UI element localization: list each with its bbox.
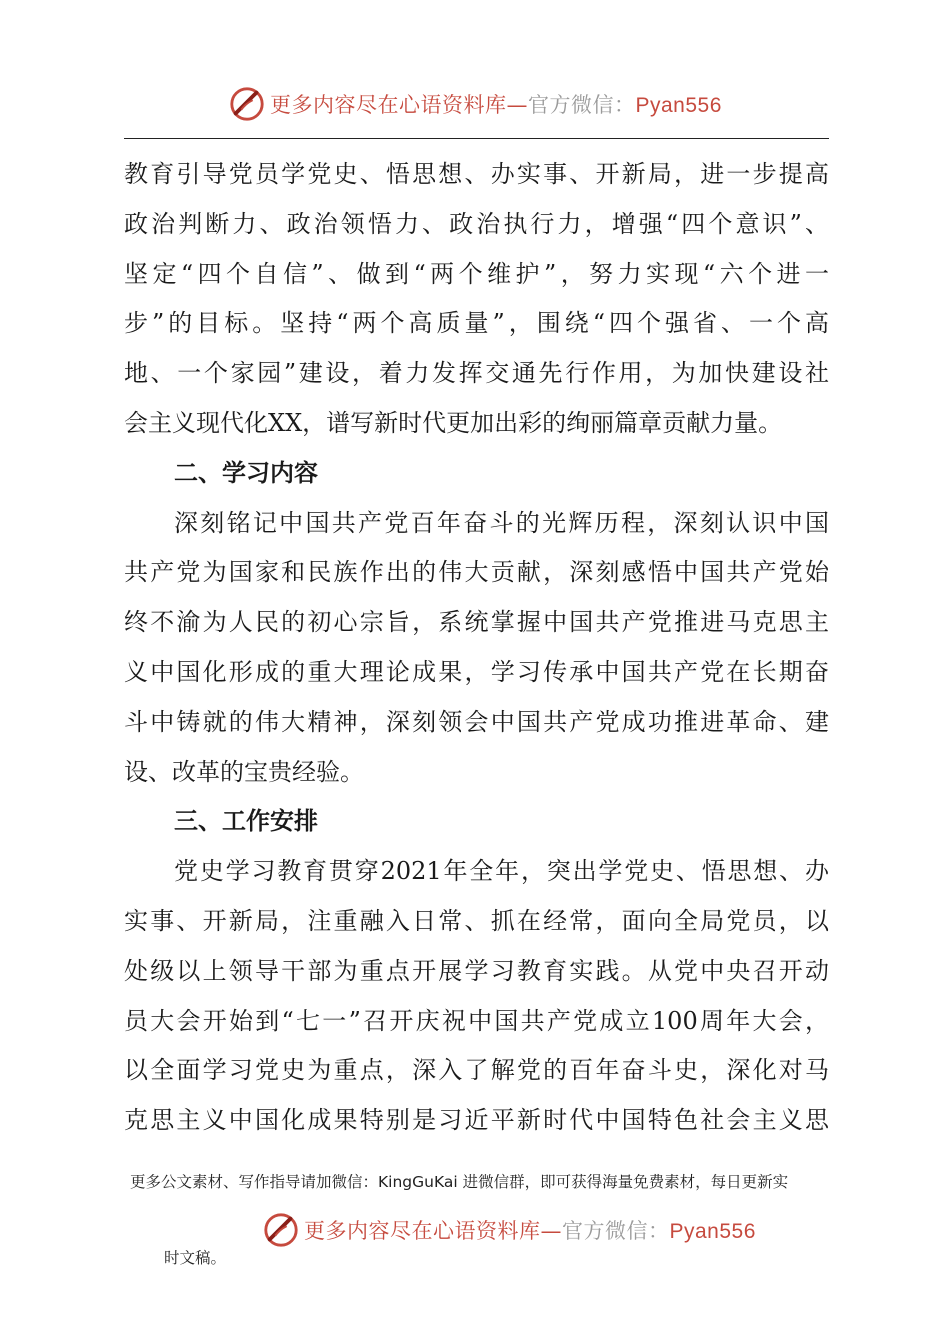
paragraph-line: 终不渝为人民的初心宗旨，系统掌握中国共产党推进马克思主 xyxy=(124,608,829,637)
footer-banner-text xyxy=(304,1215,756,1245)
paragraph-line: 员大会开始到“七一”召开庆祝中国共产党成立100周年大会， xyxy=(124,1006,829,1035)
paragraph-line: 坚定“四个自信”、做到“两个维护”，努力实现“六个进一 xyxy=(124,259,829,288)
footer-banner-wechat-id: Pyan556 xyxy=(669,1220,756,1243)
paragraph-line: 义中国化形成的重大理论成果，学习传承中国共产党在长期奋 xyxy=(124,657,829,686)
paragraph-line: 斗中铸就的伟大精神，深刻领会中国共产党成功推进革命、建 xyxy=(124,707,829,736)
paragraph-line: 深刻铭记中国共产党百年奋斗的光辉历程，深刻认识中国 xyxy=(174,508,829,537)
banner-text xyxy=(270,89,722,119)
footer-note-continued: 时文稿。 xyxy=(164,1249,227,1267)
paragraph-line: 党史学习教育贯穿2021年全年，突出学党史、悟思想、办 xyxy=(174,857,829,886)
paragraph-line: 克思主义中国化成果特别是习近平新时代中国特色社会主义思 xyxy=(124,1106,829,1135)
document-body xyxy=(124,150,829,1146)
paragraph-line: 地、一个家园”建设，着力发挥交通先行作用，为加快建设社 xyxy=(124,359,829,388)
section-heading-study-content: 二、学习内容 xyxy=(174,458,318,487)
header-divider xyxy=(124,138,829,139)
header-banner xyxy=(228,84,722,124)
paragraph-line: 会主义现代化XX，谱写新时代更加出彩的绚丽篇章贡献力量。 xyxy=(124,408,783,437)
footer-banner-main-text: 更多内容尽在心语资料库 xyxy=(304,1219,541,1243)
paragraph-line: 教育引导党员学党史、悟思想、办实事、开新局，进一步提高 xyxy=(124,160,829,188)
footer-note: 更多公文素材、写作指导请加微信：KingGuKai 进微信群，即可获得海量免费素材，每日更新实 xyxy=(130,1173,789,1191)
paragraph-line: 共产党为国家和民族作出的伟大贡献，深刻感悟中国共产党始 xyxy=(124,558,829,587)
paragraph-line: 政治判断力、政治领悟力、政治执行力，增强“四个意识”、 xyxy=(124,209,829,238)
paragraph-line: 以全面学习党史为重点，深入了解党的百年奋斗史，深化对马 xyxy=(124,1056,829,1085)
brush-logo-icon xyxy=(228,85,266,123)
banner-wechat-label: 官方微信： xyxy=(528,93,636,117)
paragraph-line: 实事、开新局，注重融入日常、抓在经常，面向全局党员，以 xyxy=(124,906,829,935)
banner-main-text: 更多内容尽在心语资料库 xyxy=(270,93,507,117)
footer-banner xyxy=(262,1210,756,1250)
paragraph-line: 设、改革的宝贵经验。 xyxy=(124,757,364,786)
banner-dash: — xyxy=(506,93,528,117)
banner-wechat-id: Pyan556 xyxy=(635,94,722,117)
footer-banner-wechat-label: 官方微信： xyxy=(562,1219,670,1243)
brush-logo-icon xyxy=(262,1211,300,1249)
footer-banner-dash: — xyxy=(540,1219,562,1243)
paragraph-line: 处级以上领导干部为重点开展学习教育实践。从党中央召开动 xyxy=(124,956,829,985)
paragraph-line: 步”的目标。坚持“两个高质量”，围绕“四个强省、一个高 xyxy=(124,309,829,338)
section-heading-work-arrangement: 三、工作安排 xyxy=(174,807,318,836)
